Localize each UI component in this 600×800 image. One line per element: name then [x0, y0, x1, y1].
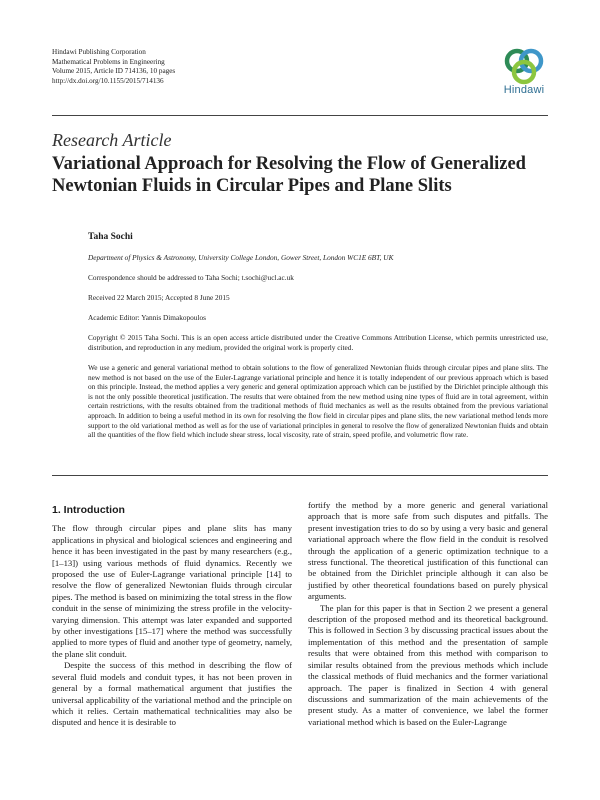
publisher-line: Hindawi Publishing Corporation	[52, 48, 146, 56]
correspondence: Correspondence should be addressed to Taha Sochi; t.sochi@ucl.ac.uk	[88, 273, 294, 282]
hindawi-rings-icon	[502, 46, 546, 86]
doi-link[interactable]: http://dx.doi.org/10.1155/2015/714136	[52, 76, 164, 85]
section-divider	[52, 475, 548, 476]
affiliation: Department of Physics & Astronomy, University College London, Gower Street, London WC1E 6BT, UK	[88, 253, 394, 262]
journal-header	[52, 48, 175, 86]
article-title: Variational Approach for Resolving the Flow of Generalized Newtonian Fluids in Circular Pipes and Plane Slits	[52, 154, 526, 196]
right-column	[308, 500, 548, 728]
left-column	[52, 505, 292, 729]
author-name: Taha Sochi	[88, 232, 133, 242]
paragraph: fortify the method by a more generic and general variational approach that is more safe from such disputes and pitfalls. The present investigation tries to do so by using a very basic and general variational approach where the flow field in the conduit is resolved through the application of a generic optimization technique to a stress functional. The theoretical justification of this functional can be obtained from the Dirichlet principle although it can also be justified by other theoretical foundations based on purely physical arguments.	[308, 500, 548, 602]
academic-editor: Academic Editor: Yannis Dimakopoulos	[88, 313, 206, 322]
hindawi-logo	[494, 46, 554, 96]
logo-text: Hindawi	[503, 84, 545, 96]
section-heading: 1. Introduction	[52, 504, 125, 516]
paragraph: The flow through circular pipes and plane slits has many applications in physical and biological sciences and engineering and hence it has been investigated in the past by many researchers (e.g., [1–13]) using various methods of fluid dynamics. Recently we proposed the use of Euler-Lagrange variational principle [14] to resolve the flow of generalized Newtonian fluids through circular pipes. The method is based on minimizing the total stress in the flow conduit in the sense of minimizing the stress profile in the velocity-varying dimension. This attempt was later expanded and supported by other investigations [15–17] where the method was successfully applied to more types of fluid and another type of geometry, namely, the plane slit conduit.	[52, 523, 292, 659]
abstract: We use a generic and general variational method to obtain solutions to the flow of generalized Newtonian fluids through circular pipes and plane slits. The new method is not based on the use of the Euler-Lagrange variational principle and hence it is totally independent of our previous approach which is based on this principle. Instead, the method applies a very generic and general optimization approach which can be justified by the Dirichlet principle although this is not the only possible theoretical justification. The results that were obtained from the new method using nine types of fluid are in total agreement, within certain restrictions, with the results obtained from the traditional methods of fluid mechanics as well as the results obtained from the previous variational approach. In addition to being a useful method in its own for resolving the flow field in circular pipes and plane slits, the new variational method lends more support to the old variational method as well as for the use of variational principles in general to resolve the flow of generalized Newtonian fluids and obtain all the quantities of the flow field which include shear stress, local viscosity, rate of strain, speed profile, and volumetric flow rate.	[88, 363, 548, 440]
volume-line: Volume 2015, Article ID 714136, 10 pages	[52, 67, 176, 75]
paragraph: Despite the success of this method in describing the flow of several fluid models and conduit types, it has not been proven in general by a formal mathematical argument that justifies the universal applicability of the variational method and the principle on which it relies. Certain mathematical technicalities may also be disputed and hence it is desirable to	[52, 660, 292, 728]
article-kind: Research Article	[52, 130, 172, 150]
copyright-notice: Copyright © 2015 Taha Sochi. This is an open access article distributed under the Creative Commons Attribution License, which permits unrestricted use, distribution, and reproduction in any medium, provided the original work is properly cited.	[88, 333, 548, 352]
journal-line: Mathematical Problems in Engineering	[52, 57, 165, 66]
top-divider	[52, 115, 548, 116]
received-dates: Received 22 March 2015; Accepted 8 June 2015	[88, 293, 230, 302]
paragraph: The plan for this paper is that in Section 2 we present a general description of the proposed method and its theoretical background. This is followed in Section 3 by discussing practical issues about the implementation of this method and the presentation of sample results that were obtained from this method with comparison to similar results obtained from the previous methods which include the classical methods of fluid mechanics and the former variational approach. The paper is finalized in Section 4 with general discussions and summarization of the main achievements of the present study. As a matter of convenience, we label the former variational method which is based on the Euler-Lagrange	[308, 602, 548, 727]
